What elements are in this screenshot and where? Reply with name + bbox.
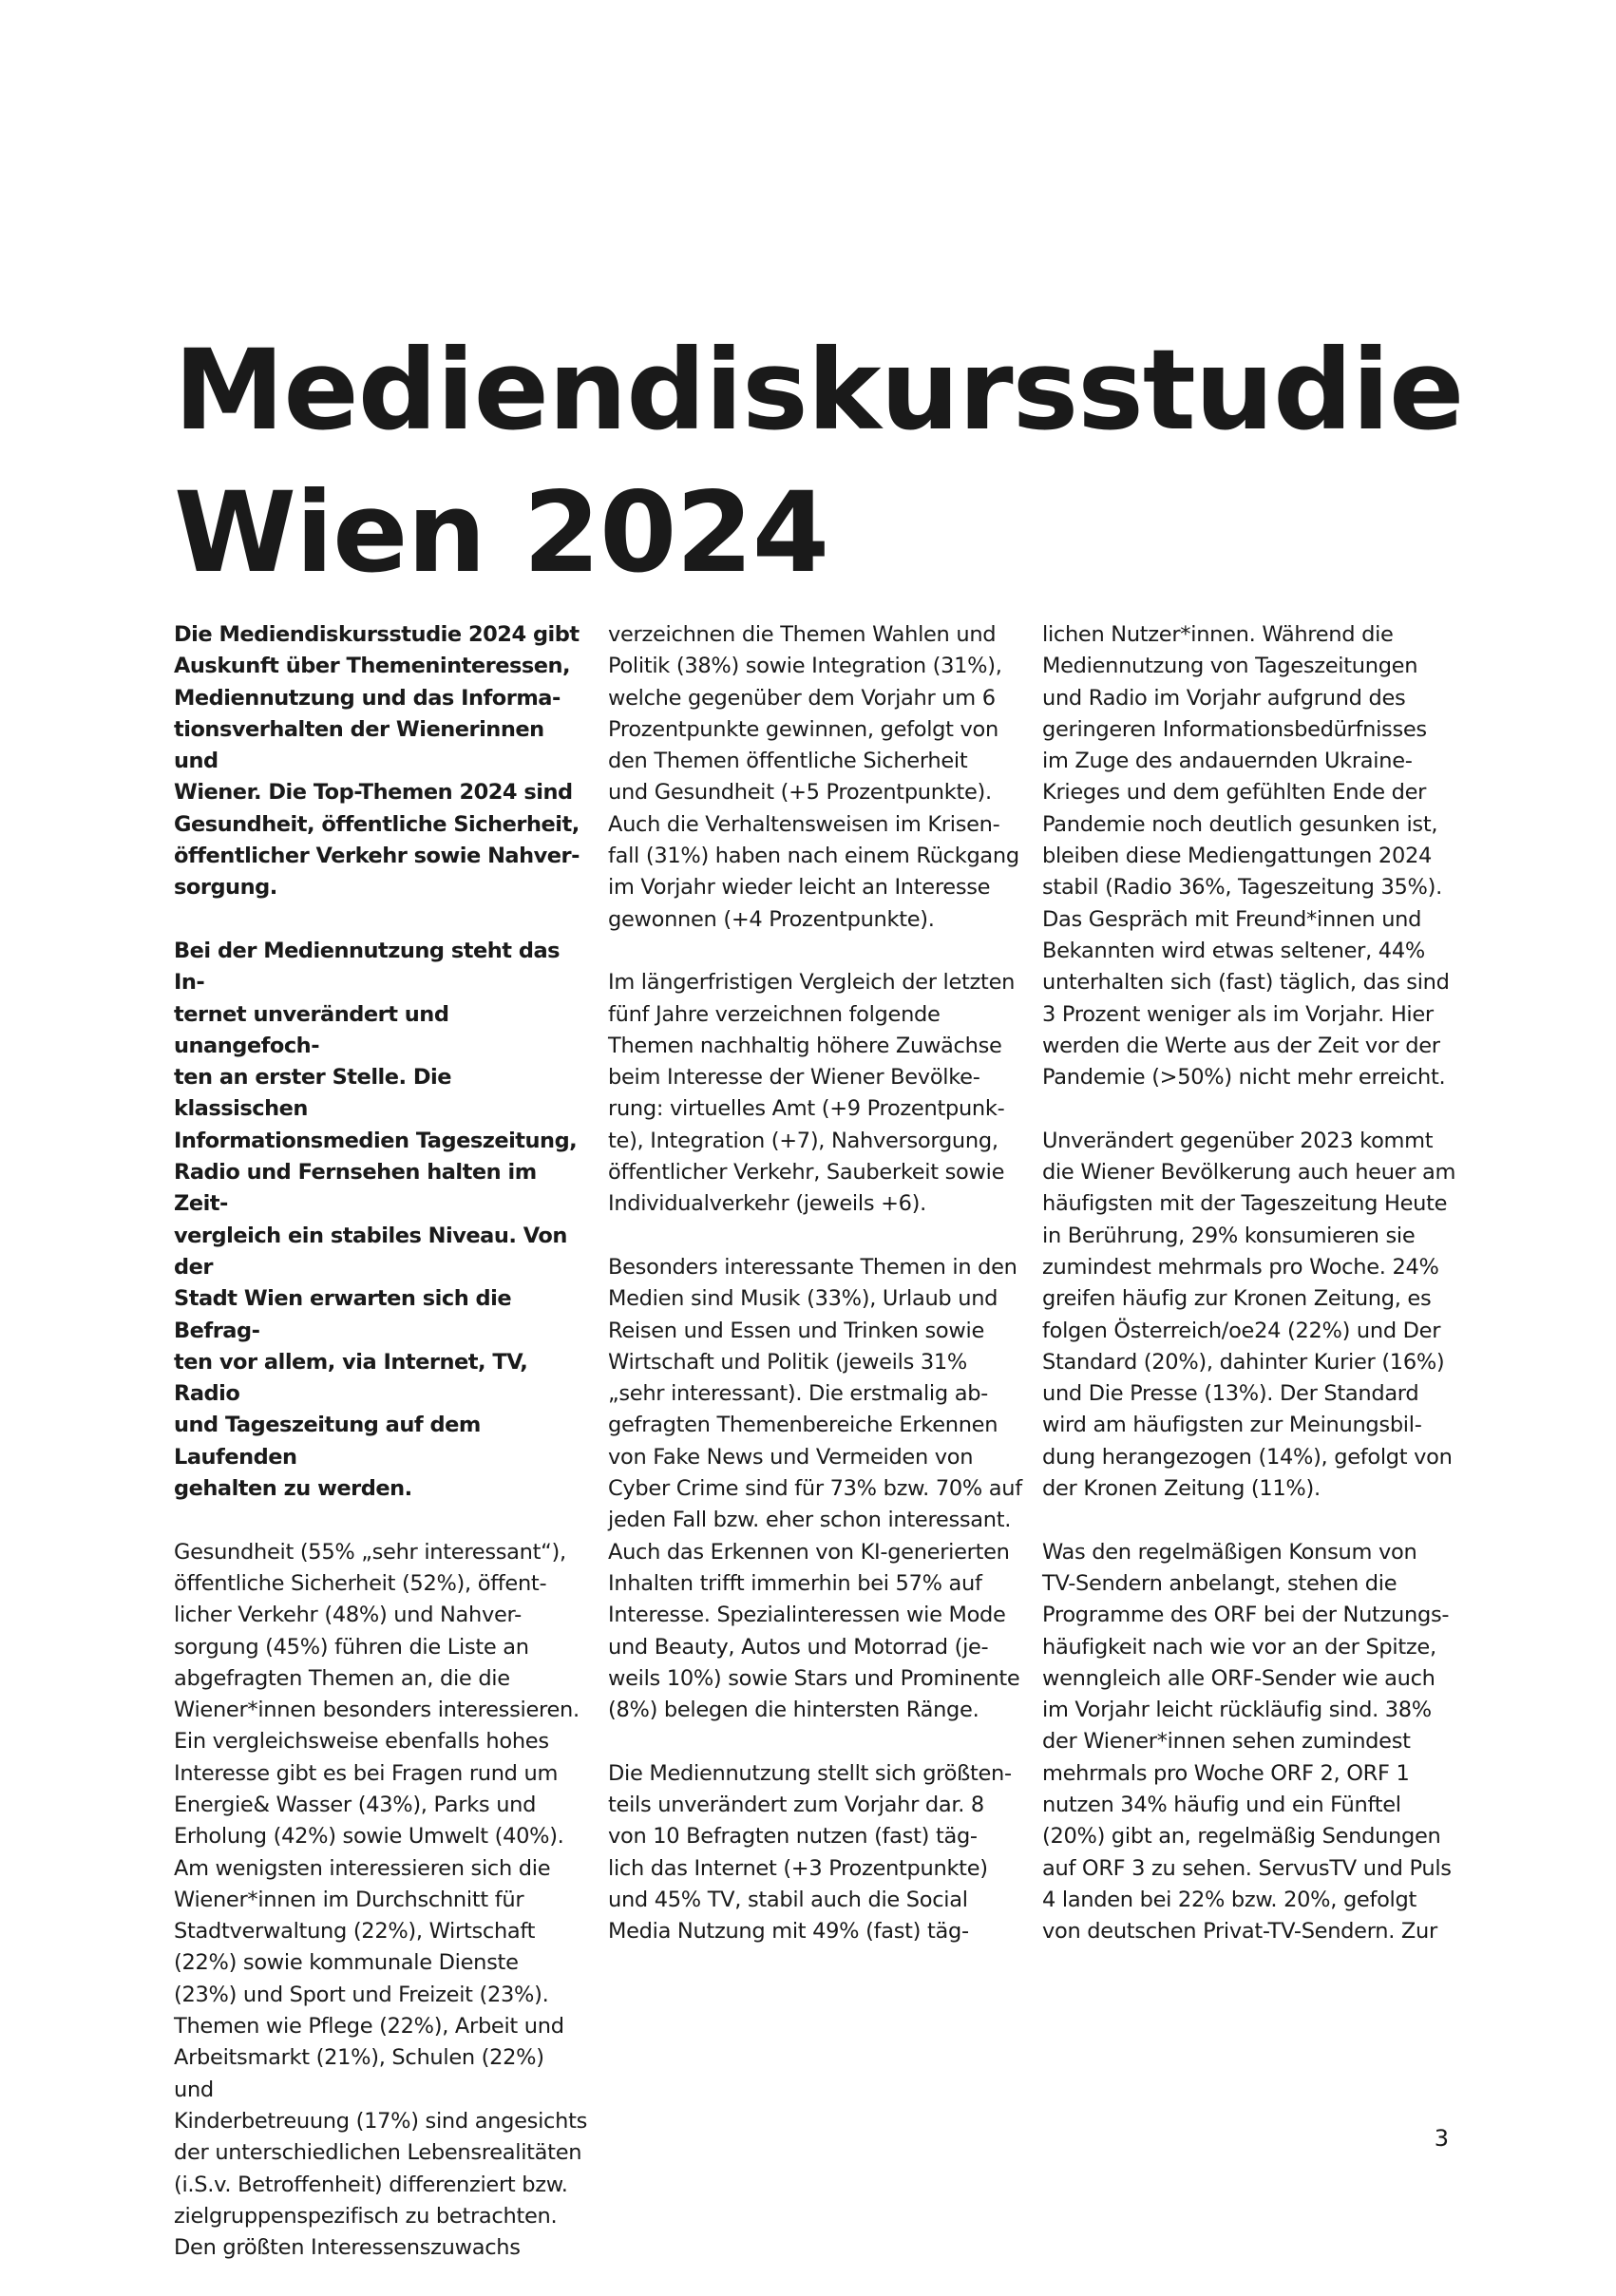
body-paragraph: Besonders interessante Themen in den Medien sind Musik (33%), Urlaub und Reisen und Essen und Trinken sowie Wirtschaft und Politik (jeweils 31% „sehr interessant). Die erstmalig ab- gefragten Themenbereiche Erkennen von Fake News und Vermeiden von Cyber Crime sind für 73% bzw. 70% auf jeden Fall bzw. eher schon interessant. Auch das Erkennen von KI-generierten Inhalten trifft immerhin bei 57% auf Interesse. Spezialinteressen wie Mode und Beauty, Autos und Motorrad (je- weils 10%) sowie Stars und Prominente (8%) belegen die hintersten Ränge.	[608, 1254, 1022, 1723]
title-line-2: Wien 2024	[174, 467, 829, 598]
intro-paragraph-1: Die Mediendiskursstudie 2024 gibt Auskunft über Themeninteressen, Mediennutzung und das Informa- tionsverhalten der Wienerinnen und Wiener. Die Top-Themen 2024 sind Gesundheit, öffentliche Sicherheit, öffentlicher Verkehr sowie Nahver- sorgung.	[174, 622, 580, 901]
text-column-3	[1042, 619, 1458, 1980]
body-paragraph: lichen Nutzer*innen. Während die Mediennutzung von Tageszeitungen und Radio im Vorjahr aufgrund des geringeren Informationsbedürfnisses im Zuge des andauernden Ukraine- Krieges und dem gefühlten Ende der Pandemie noch deutlich gesunken ist, bleiben diese Mediengattungen 2024 stabil (Radio 36%, Tageszeitung 35%). Das Gespräch mit Freund*innen und Bekannten wird etwas seltener, 44% unterhalten sich (fast) täglich, das sind 3 Prozent weniger als im Vorjahr. Hier werden die Werte aus der Zeit vor der Pandemie (>50%) nicht mehr erreicht.	[1042, 622, 1450, 1091]
page-title	[174, 319, 1464, 604]
body-paragraph: Gesundheit (55% „sehr interessant“), öffentliche Sicherheit (52%), öffent- licher Verkehr (48%) und Nahver- sorgung (45%) führen die Liste an abgefragten Themen an, die die Wiener*innen besonders interessieren. Ein vergleichsweise ebenfalls hohes Interesse gibt es bei Fragen rund um Energie& Wasser (43%), Parks und Erholung (42%) sowie Umwelt (40%). Am wenigsten interessieren sich die Wiener*innen im Durchschnitt für Stadtverwaltung (22%), Wirtschaft (22%) sowie kommunale Dienste (23%) und Sport und Freizeit (23%). Themen wie Pflege (22%), Arbeit und Arbeitsmarkt (21%), Schulen (22%) und Kinderbetreuung (17%) sind angesichts der unterschiedlichen Lebensrealitäten (i.S.v. Betroffenheit) differenziert bzw. zielgruppenspezifisch zu betrachten. Den größten Interessenszuwachs	[174, 1539, 588, 2261]
body-paragraph: Im längerfristigen Vergleich der letzten fünf Jahre verzeichnen folgende Themen nachhaltig höhere Zuwächse beim Interesse der Wiener Bevölke- rung: virtuelles Amt (+9 Prozentpunk- te), Integration (+7), Nahversorgung, öffentlicher Verkehr, Sauberkeit sowie Individualverkehr (jeweils +6).	[608, 970, 1016, 1217]
text-column-2	[608, 619, 1024, 1980]
text-column-1	[174, 619, 590, 2296]
body-paragraph: Was den regelmäßigen Konsum von TV-Sendern anbelangt, stehen die Programme des ORF bei der Nutzungs- häufigkeit nach wie vor an der Spitze, wenngleich alle ORF-Sender wie auch im Vorjahr leicht rückläufig sind. 38% der Wiener*innen sehen zumindest mehrmals pro Woche ORF 2, ORF 1 nutzen 34% häufig und ein Fünftel (20%) gibt an, regelmäßig Sendungen auf ORF 3 zu sehen. ServusTV und Puls 4 landen bei 22% bzw. 20%, gefolgt von deutschen Privat-TV-Sendern. Zur	[1042, 1539, 1452, 1945]
title-line-1: Mediendiskursstudie	[174, 325, 1464, 455]
body-paragraph: Die Mediennutzung stellt sich größten- teils unverändert zum Vorjahr dar. 8 von 10 Befragten nutzen (fast) täg- lich das Internet (+3 Prozentpunkte) und 45% TV, stabil auch die Social Media Nutzung mit 49% (fast) täg-	[608, 1760, 1012, 1945]
intro-paragraph-2: Bei der Mediennutzung steht das In- ternet unverändert und unangefoch- ten an erster Stelle. Die klassischen Informationsmedien Tageszeitung, Radio und Fernsehen halten im Zeit- vergleich ein stabiles Niveau. Von der Stadt Wien erwarten sich die Befrag- ten vor allem, via Internet, TV, Radio und Tageszeitung auf dem Laufenden gehalten zu werden.	[174, 938, 578, 1502]
body-paragraph: Unverändert gegenüber 2023 kommt die Wiener Bevölkerung auch heuer am häufigsten mit der Tageszeitung Heute in Berührung, 29% konsumieren sie zumindest mehrmals pro Woche. 24% greifen häufig zur Kronen Zeitung, es folgen Österreich/oe24 (22%) und Der Standard (20%), dahinter Kurier (16%) und Die Presse (13%). Der Standard wird am häufigsten zur Meinungsbil- dung herangezogen (14%), gefolgt von der Kronen Zeitung (11%).	[1042, 1128, 1456, 1502]
page-number: 3	[1434, 2125, 1449, 2152]
body-paragraph: verzeichnen die Themen Wahlen und Politik (38%) sowie Integration (31%), welche gegenüber dem Vorjahr um 6 Prozentpunkte gewinnen, gefolgt von den Themen öffentliche Sicherheit und Gesundheit (+5 Prozentpunkte). Auch die Verhaltensweisen im Krisen- fall (31%) haben nach einem Rückgang im Vorjahr wieder leicht an Interesse gewonnen (+4 Prozentpunkte).	[608, 622, 1019, 932]
